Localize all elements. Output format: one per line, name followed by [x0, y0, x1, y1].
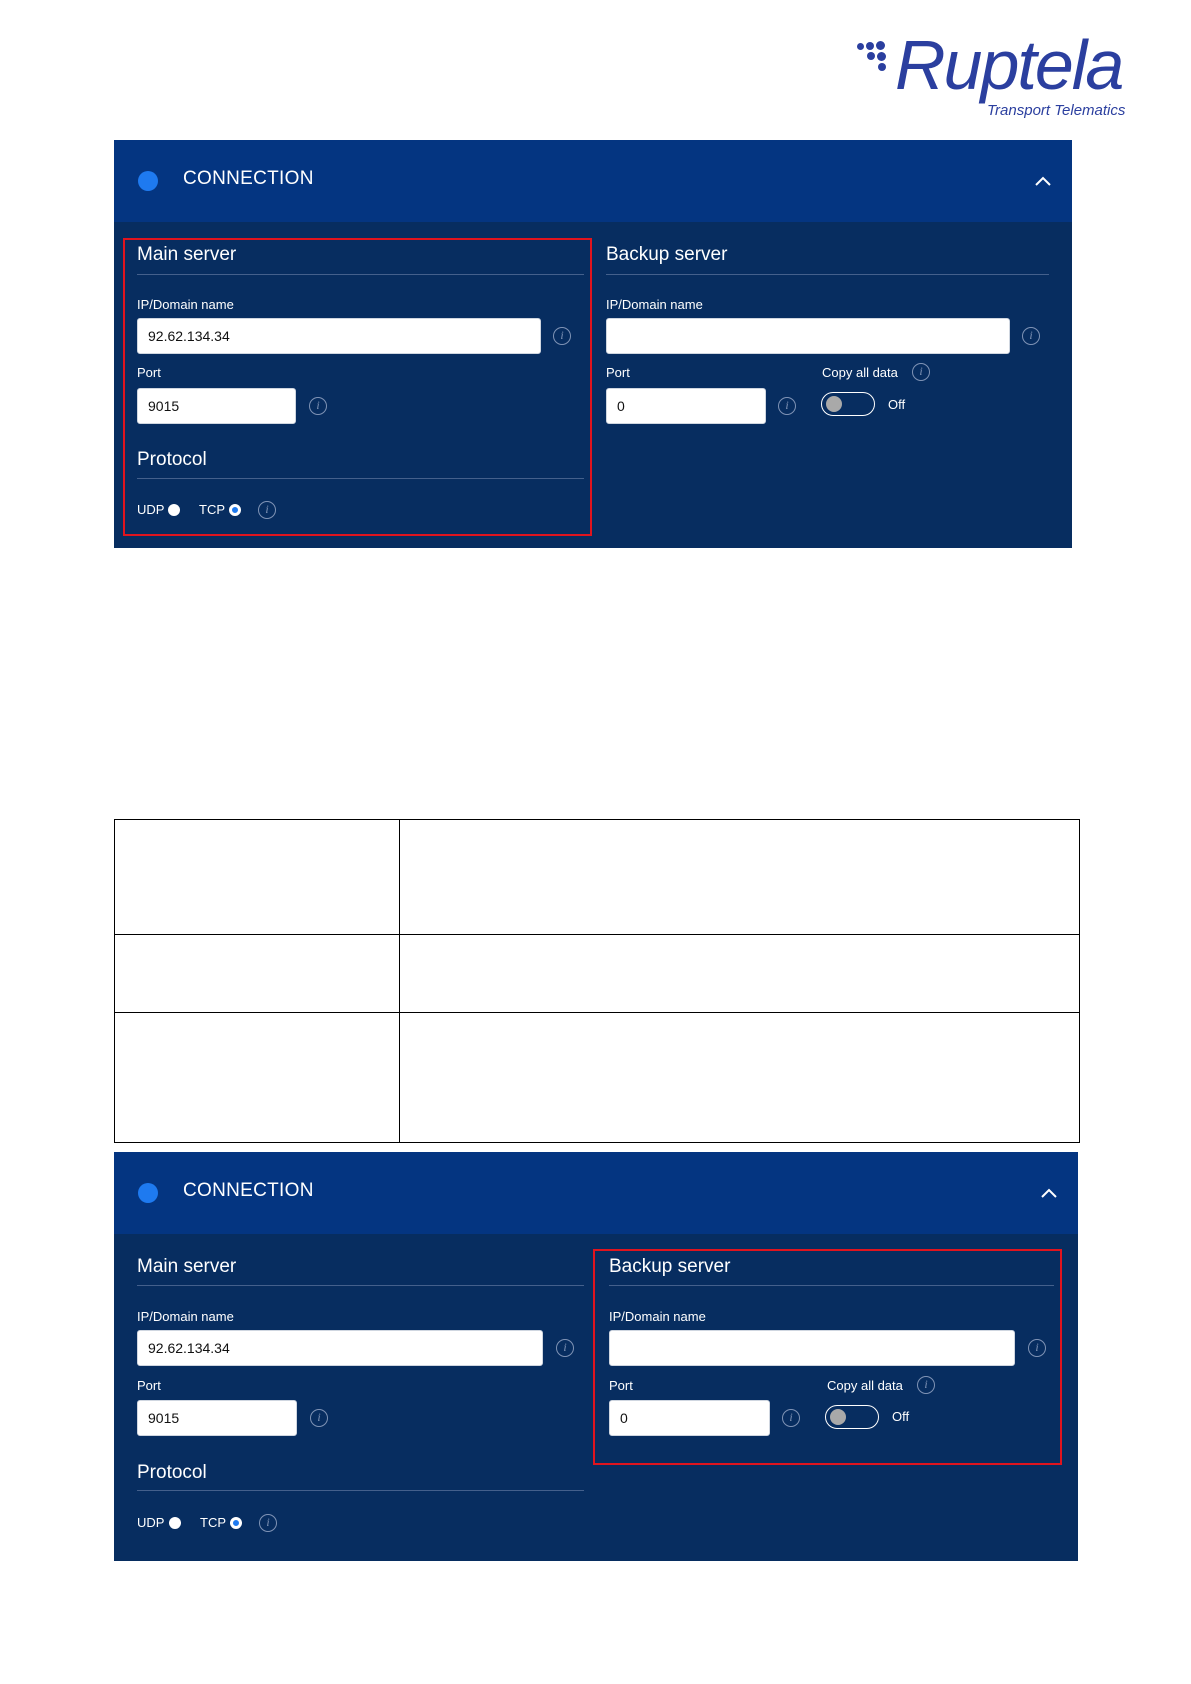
logo-dots-icon: [857, 40, 891, 74]
backup-port-label: Port: [609, 1378, 633, 1393]
tcp-label: TCP: [199, 502, 225, 517]
divider: [137, 1285, 584, 1286]
toggle-state-label: Off: [892, 1409, 910, 1424]
backup-port-label: Port: [606, 365, 630, 380]
divider: [606, 274, 1049, 275]
table-cell: [115, 1013, 400, 1143]
logo-brand: Ruptela: [895, 26, 1123, 104]
main-port-input[interactable]: 9015: [137, 388, 296, 424]
backup-ip-label: IP/Domain name: [606, 297, 703, 312]
backup-ip-label: IP/Domain name: [609, 1309, 706, 1324]
backup-port-input[interactable]: 0: [609, 1400, 770, 1436]
panel-title: CONNECTION: [183, 1180, 314, 1201]
connection-panel-2: [114, 1152, 1078, 1561]
toggle-knob: [826, 396, 842, 412]
chevron-up-icon[interactable]: [1038, 1182, 1060, 1204]
table-row: [115, 935, 1080, 1013]
info-icon[interactable]: i: [782, 1409, 800, 1427]
backup-server-title: Backup server: [609, 1256, 731, 1277]
info-icon[interactable]: i: [258, 501, 276, 519]
protocol-title: Protocol: [137, 449, 207, 470]
divider: [137, 1490, 584, 1491]
status-dot-icon: [138, 171, 158, 191]
tcp-radio[interactable]: [230, 1517, 242, 1529]
status-dot-icon: [138, 1183, 158, 1203]
panel-header[interactable]: [114, 140, 1072, 222]
copy-all-data-label: Copy all data: [827, 1378, 903, 1393]
table-cell: [400, 935, 1080, 1013]
connection-panel-1: [114, 140, 1072, 548]
main-port-label: Port: [137, 365, 161, 380]
table-cell: [115, 935, 400, 1013]
toggle-state-label: Off: [888, 397, 906, 412]
document-table: [114, 819, 1080, 1143]
backup-server-title: Backup server: [606, 244, 728, 265]
table-row: [115, 1013, 1080, 1143]
copy-all-data-toggle[interactable]: [821, 392, 875, 416]
main-server-highlight: [123, 238, 592, 536]
chevron-up-icon[interactable]: [1032, 170, 1054, 192]
main-server-title: Main server: [137, 244, 237, 265]
main-port-input[interactable]: 9015: [137, 1400, 297, 1436]
main-ip-input[interactable]: 92.62.134.34: [137, 318, 541, 354]
udp-label: UDP: [137, 1515, 165, 1530]
info-icon[interactable]: i: [309, 397, 327, 415]
protocol-title: Protocol: [137, 1462, 207, 1483]
main-ip-label: IP/Domain name: [137, 1309, 234, 1324]
backup-port-input[interactable]: 0: [606, 388, 766, 424]
company-logo: [857, 26, 1137, 125]
table-cell: [400, 1013, 1080, 1143]
info-icon[interactable]: i: [1022, 327, 1040, 345]
info-icon[interactable]: i: [259, 1514, 277, 1532]
info-icon[interactable]: i: [912, 363, 930, 381]
info-icon[interactable]: i: [553, 327, 571, 345]
panel-header[interactable]: [114, 1152, 1078, 1234]
main-ip-input[interactable]: 92.62.134.34: [137, 1330, 543, 1366]
backup-server-highlight: [593, 1249, 1062, 1465]
info-icon[interactable]: i: [556, 1339, 574, 1357]
info-icon[interactable]: i: [917, 1376, 935, 1394]
info-icon[interactable]: i: [1028, 1339, 1046, 1357]
backup-ip-input[interactable]: [606, 318, 1010, 354]
info-icon[interactable]: i: [310, 1409, 328, 1427]
main-server-title: Main server: [137, 1256, 237, 1277]
tcp-label: TCP: [200, 1515, 226, 1530]
table-cell: [400, 820, 1080, 935]
logo-tagline: Transport Telematics: [987, 102, 1126, 119]
info-icon[interactable]: i: [778, 397, 796, 415]
main-port-label: Port: [137, 1378, 161, 1393]
udp-label: UDP: [137, 502, 165, 517]
table-row: [115, 820, 1080, 935]
udp-radio[interactable]: [169, 1517, 181, 1529]
copy-all-data-label: Copy all data: [822, 365, 898, 380]
panel-title: CONNECTION: [183, 168, 314, 189]
table-cell: [115, 820, 400, 935]
main-ip-label: IP/Domain name: [137, 297, 234, 312]
